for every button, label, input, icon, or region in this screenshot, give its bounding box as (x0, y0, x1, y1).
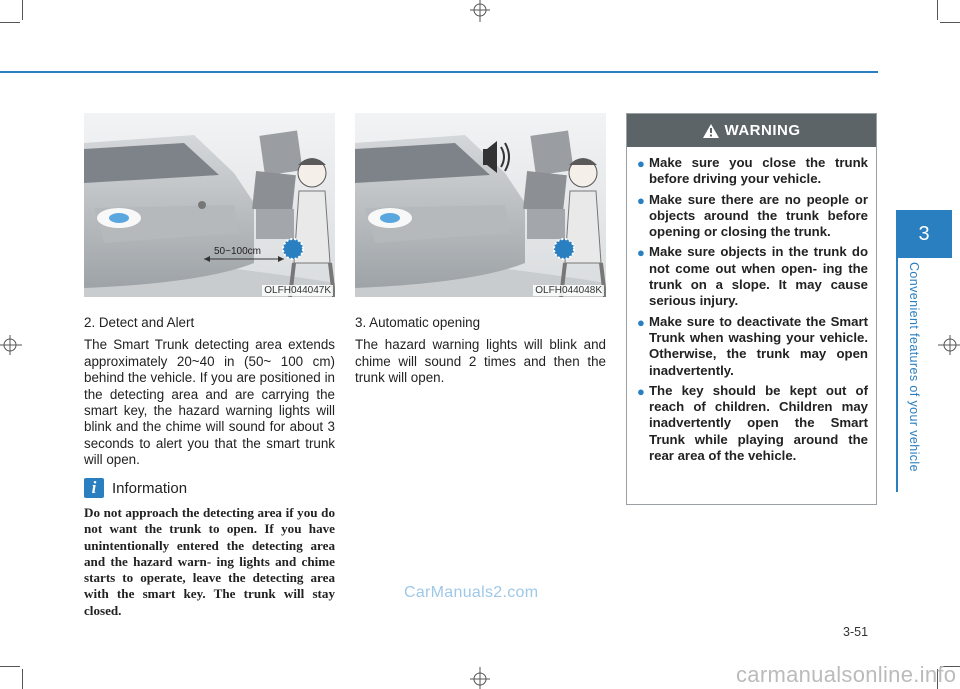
figure-code: OLFH044047K (264, 285, 331, 296)
chapter-tab: 3 (896, 210, 952, 258)
figure-opening (355, 113, 606, 297)
warning-item: ● Make sure to deactivate the Smart Trunk when washing your vehicle. Otherwise, the trunk may open inadvertently. (637, 313, 868, 378)
crop-mark (937, 0, 938, 20)
car-trunk-illustration (355, 113, 606, 297)
header-rule (0, 71, 878, 73)
figure-detect (84, 113, 335, 297)
bullet-icon: ● (637, 314, 645, 330)
opening-heading: 3. Automatic opening (355, 315, 481, 330)
bullet-icon: ● (637, 383, 645, 399)
information-body: Do not approach the detecting area if you do not want the trunk to open. If you have unintentionally entered the detecting area and the hazard warn- ing lights and chime starts to operate, leave the detecting area with the smart key. The trunk will stay closed. (84, 505, 335, 618)
car-person-illustration (84, 113, 335, 297)
information-title: Information (112, 479, 188, 497)
detect-section (84, 315, 335, 469)
crop-mark (0, 666, 20, 667)
info-icon: i (84, 478, 104, 498)
crop-mark (22, 669, 23, 689)
warning-item: ● The key should be kept out of reach of children. Children may inadvertently open the Smart Trunk while playing around the rear area of the vehicle. (637, 382, 868, 464)
distance-label: 50~100cm (214, 246, 261, 257)
warning-list (627, 147, 876, 464)
warning-item: ● Make sure you close the trunk before driving your vehicle. (637, 155, 868, 187)
warning-box (626, 113, 877, 505)
opening-section (355, 315, 606, 387)
footer-watermark: carmanualsonline.info (736, 662, 957, 687)
detect-heading: 2. Detect and Alert (84, 315, 195, 330)
warning-item: ● Make sure there are no people or objects around the trunk before opening or closing the trunk. (637, 191, 868, 240)
registration-mark (468, 667, 492, 689)
watermark: CarManuals2.com (404, 584, 539, 601)
crop-mark (0, 22, 20, 23)
bullet-icon: ● (637, 192, 645, 208)
crop-mark (940, 22, 960, 23)
figure-code: OLFH044048K (535, 285, 602, 296)
warning-header (627, 114, 876, 147)
bullet-icon: ● (637, 245, 645, 261)
registration-mark (938, 333, 960, 357)
information-heading (84, 478, 187, 498)
warning-item: ● Make sure objects in the trunk do not come out when open- ing the trunk on a slope. It may cause serious injury. (637, 244, 868, 309)
warning-title: WARNING (724, 122, 801, 139)
detect-body: The Smart Trunk detecting area extends approximately 20~40 in (50~ 100 cm) behind the vehicle. If you are positioned in the detecting area and are carrying the smart key, the hazard warning lights will blink and the chime will sound for about 3 seconds to alert you that the smart trunk will open. (84, 337, 335, 468)
crop-mark (22, 0, 23, 20)
chapter-rule (896, 258, 898, 492)
chapter-title: Convenient features of your vehicle (907, 262, 921, 472)
registration-mark (468, 0, 492, 22)
page-number: 3-51 (843, 625, 869, 639)
opening-body: The hazard warning lights will blink and chime will sound 2 times and then the trunk will open. (355, 337, 606, 386)
bullet-icon: ● (637, 156, 645, 171)
registration-mark (0, 333, 22, 357)
warning-triangle-icon (703, 124, 719, 138)
